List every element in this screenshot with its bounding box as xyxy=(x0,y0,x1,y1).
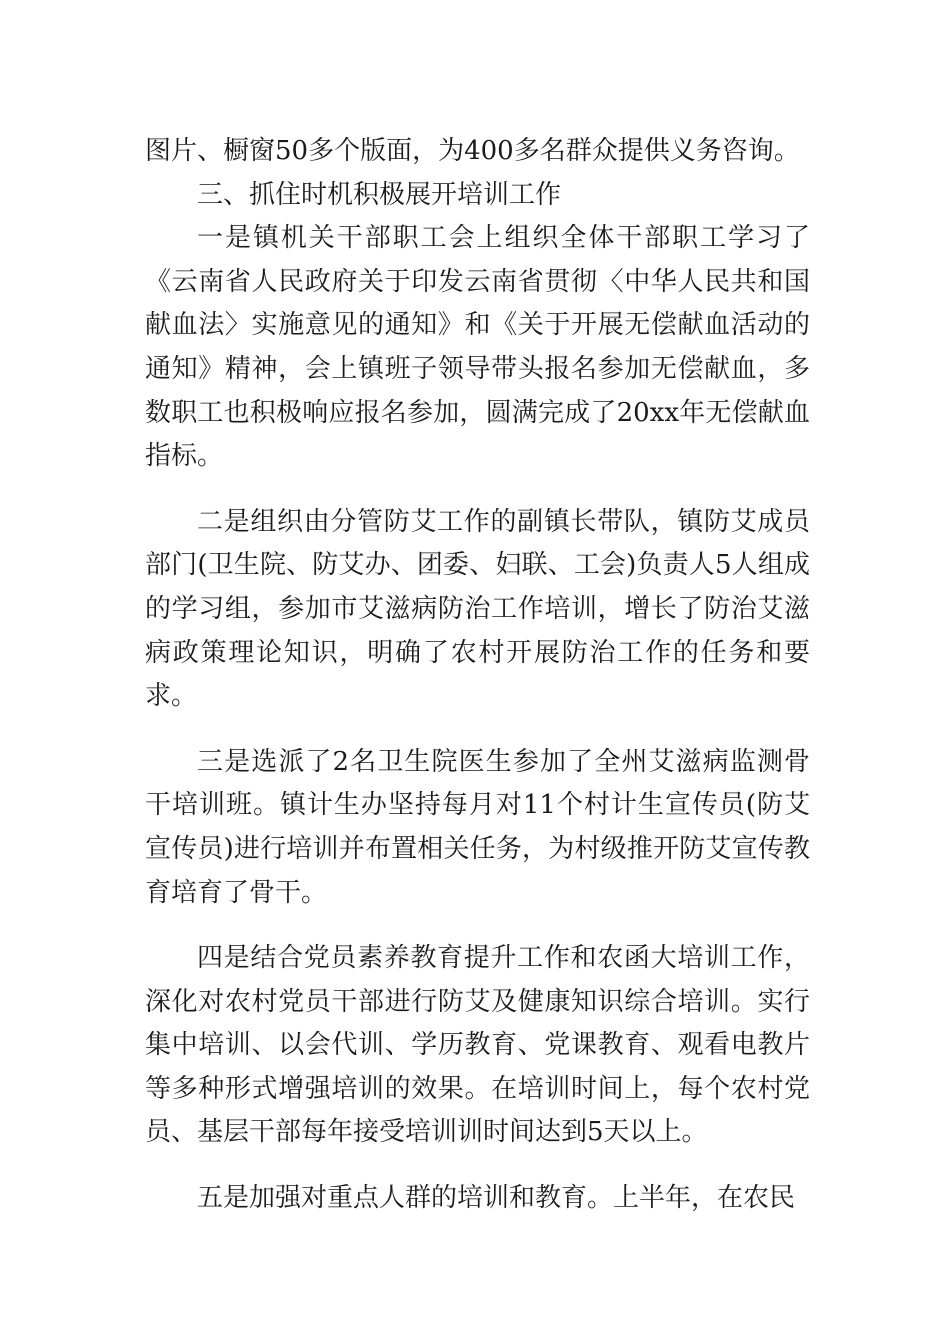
section-heading: 三、抓住时机积极展开培训工作 xyxy=(197,179,562,210)
paragraph-item-one: 一是镇机关干部职工会上组织全体干部职工学习了《云南省人民政府关于印发云南省贯彻〈中华人民共和国献血法〉实施意见的通知》和《关于开展无偿献血活动的通知》精神，会上镇班子领导带头报名参加无偿献血，多数职工也积极响应报名参加，圆满完成了20xx年无偿献血指标。 xyxy=(145,223,810,472)
paragraph-continuation: 图片、橱窗50多个版面，为400多名群众提供义务咨询。 xyxy=(145,136,800,166)
paragraph-item-three: 三是选派了2名卫生院医生参加了全州艾滋病监测骨干培训班。镇计生办坚持每月对11个村计生宣传员(防艾宣传员)进行培训并布置相关任务，为村级推开防艾宣传教育培育了骨干。 xyxy=(145,746,810,908)
document-body xyxy=(145,130,810,1221)
paragraph-item-four: 四是结合党员素养教育提升工作和农函大培训工作，深化对农村党员干部进行防艾及健康知识综合培训。实行集中培训、以会代训、学历教育、党课教育、观看电教片等多种形式增强培训的效果。在培训时间上，每个农村党员、基层干部每年接受培训训时间达到5天以上。 xyxy=(145,943,810,1148)
paragraph-item-two: 二是组织由分管防艾工作的副镇长带队，镇防艾成员部门(卫生院、防艾办、团委、妇联、工会)负责人5人组成的学习组，参加市艾滋病防治工作培训，增长了防治艾滋病政策理论知识，明确了农村开展防治工作的任务和要求。 xyxy=(145,506,810,712)
paragraph-item-five: 五是加强对重点人群的培训和教育。上半年，在农民 xyxy=(197,1183,796,1214)
